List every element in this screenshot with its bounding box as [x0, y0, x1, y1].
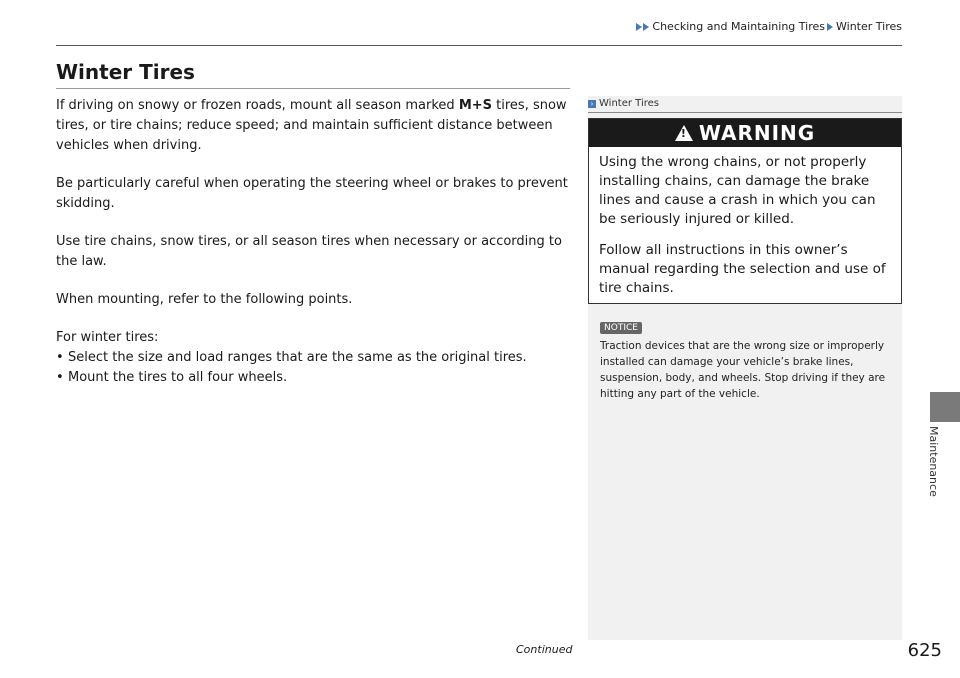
notice-badge: NOTICE [600, 322, 642, 334]
warning-text-1: Using the wrong chains, or not properly installing chains, can damage the brake lines and cause a crash in which you can be seriously injured or killed. [599, 154, 876, 227]
breadcrumb-item-checking-tires[interactable]: Checking and Maintaining Tires [652, 20, 826, 33]
warning-box [588, 118, 902, 304]
continued-label: Continued [516, 643, 573, 656]
sidebar-rule [588, 112, 902, 113]
bullet: • [56, 350, 64, 365]
breadcrumb [636, 20, 902, 33]
header-rule [56, 45, 902, 46]
warning-body [589, 147, 901, 298]
list-item [56, 348, 568, 368]
paragraph-for-winter: For winter tires: [56, 330, 159, 345]
breadcrumb-arrow-icon [827, 23, 834, 31]
bullet: • [56, 370, 64, 385]
main-content [56, 96, 568, 388]
page-title: Winter Tires [56, 60, 195, 84]
breadcrumb-item-winter-tires[interactable]: Winter Tires [836, 20, 902, 33]
paragraph-careful: Be particularly careful when operating the steering wheel or brakes to prevent skidding. [56, 176, 568, 211]
m-s-marking: M+S [458, 98, 493, 113]
sidebar-heading [588, 98, 659, 109]
warning-header [589, 119, 901, 147]
list-item-text: Select the size and load ranges that are the same as the original tires. [68, 350, 527, 365]
warning-title: WARNING [698, 121, 816, 145]
page-number: 625 [907, 640, 942, 661]
paragraph-law: Use tire chains, snow tires, or all season tires when necessary or according to the law. [56, 234, 562, 269]
notice-text: Traction devices that are the wrong size or improperly installed can damage your vehicle’s brake lines, suspension, body, and wheels. Stop driving if they are hitting any part of the vehicle. [600, 340, 886, 400]
list-item-text: Mount the tires to all four wheels. [68, 370, 288, 385]
sidebar-notes [588, 96, 902, 640]
paragraph-mounting [56, 96, 568, 156]
breadcrumb-arrows-icon [636, 23, 650, 31]
list-item [56, 368, 568, 388]
paragraph-points: When mounting, refer to the following points. [56, 292, 353, 307]
title-rule [56, 88, 570, 89]
warning-icon [675, 125, 693, 141]
winter-tire-list [56, 348, 568, 388]
warning-text-2: Follow all instructions in this owner’s manual regarding the selection and use of tire chains. [599, 242, 886, 296]
p1-before: If driving on snowy or frozen roads, mount all season marked [56, 98, 459, 113]
sidebar-heading-text: Winter Tires [599, 98, 659, 109]
section-label [924, 426, 940, 536]
section-label-text: Maintenance [927, 426, 940, 497]
section-tab [930, 392, 960, 422]
chevron-right-icon: › [588, 100, 596, 108]
p1-after: tires, snow tires, or tire chains; reduce speed; and maintain sufficient distance between vehicles when driving. [56, 98, 567, 153]
